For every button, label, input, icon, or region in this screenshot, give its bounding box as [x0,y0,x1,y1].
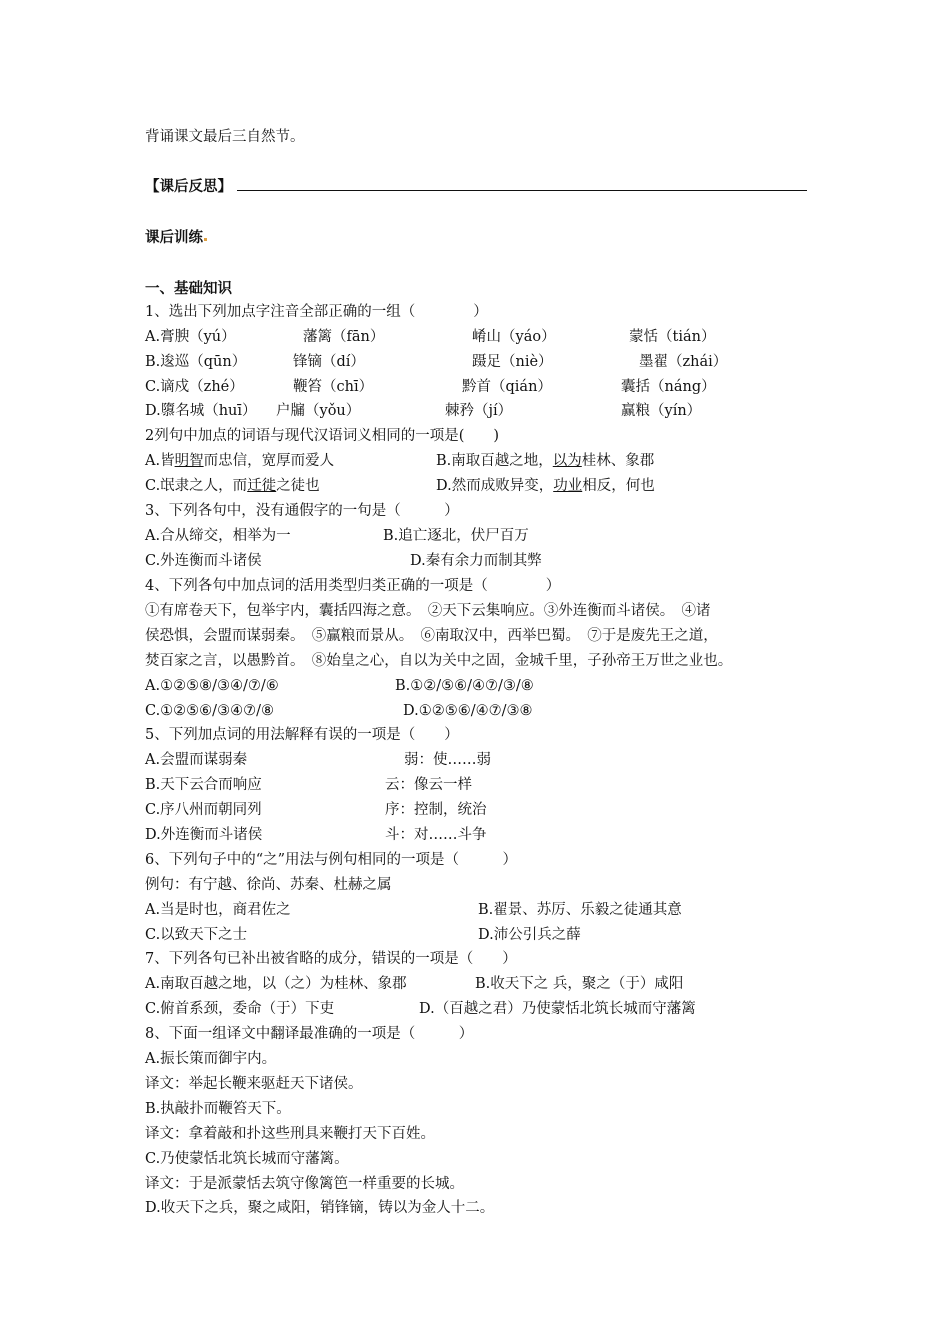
q5-b-sentence: B.天下云合而响应 [145,777,262,793]
q7-option-d: D.（百越之君）乃使蒙恬北筑长城而守藩篱 [419,1001,696,1017]
q1-row-b [145,352,825,372]
q1-d-4: 赢粮（yín） [621,403,702,419]
q4-option-a: A.①②⑤⑧/③④/⑦/⑥ [145,678,279,694]
dot-mark [204,238,207,241]
q5-row-c [145,800,825,820]
q2-row-cd [145,476,825,496]
q1-a-2: 藩篱（fān） [303,329,385,345]
q6-option-b: B.翟景、苏厉、乐毅之徒通其意 [478,902,682,918]
reflection-row [145,177,825,197]
q4-option-d: D.①②⑤⑥/④⑦/③⑧ [403,703,533,719]
q3-row-cd [145,551,825,571]
q5-c-explain: 序：控制，统治 [385,802,487,818]
q3-option-d: D.秦有余力而制其弊 [410,553,542,569]
q6-row-ab [145,900,825,920]
q5-d-sentence: D.外连衡而斗诸侯 [145,827,263,843]
q2-option-b: B.南取百越之地，以为桂林、象郡 [436,453,655,469]
q1-c-3: 黔首（qián） [462,379,552,395]
q6-option-a: A.当是时也，商君佐之 [145,902,291,918]
q5-d-explain: 斗：对……斗争 [385,827,487,843]
q7-row-cd [145,999,825,1019]
q4-sentences-line-1: ①有席卷天下，包举宇内，囊括四海之意。 ②天下云集响应。③外连衡而斗诸侯。 ④诸 [145,603,711,619]
q8-stem: 8、下面一组译文中翻译最准确的一项是（ ） [145,1026,474,1042]
q1-a-4: 蒙恬（tián） [629,329,716,345]
q1-row-d [145,401,825,421]
q5-c-sentence: C.序八州而朝同列 [145,802,262,818]
q7-stem: 7、下列各句已补出被省略的成分，错误的一项是（ ） [145,951,517,967]
q4-sentences-line-2: 侯恐惧，会盟而谋弱秦。 ⑤赢粮而景从。 ⑥南取汉中，西举巴蜀。 ⑦于是废先王之道， [145,628,718,644]
training-title: 课后训练 [145,228,207,248]
q4-option-b: B.①②/⑤⑥/④⑦/③/⑧ [395,678,534,694]
q7-option-b: B.收天下之 兵，聚之（于）咸阳 [475,976,684,992]
q1-b-3: 蹑足（niè） [472,354,553,370]
q1-row-c [145,377,825,397]
q1-row-a [145,327,825,347]
q2-option-a: A.皆明智而忠信，宽厚而爱人 [145,453,335,469]
q8-line: B.执敲扑而鞭笞天下。 [145,1101,291,1117]
q1-c-2: 鞭笞（chī） [293,379,374,395]
q3-row-ab [145,526,825,546]
q5-row-d [145,825,825,845]
q2-option-c: C.氓隶之人，而迁徙之徒也 [145,478,320,494]
q6-option-c: C.以致天下之士 [145,927,248,943]
q8-line: 译文：拿着敲和扑这些刑具来鞭打天下百姓。 [145,1126,435,1142]
q1-d-1: D.隳名城（huī） [145,403,257,419]
q5-row-a [145,750,825,770]
q8-line: C.乃使蒙恬北筑长城而守藩篱。 [145,1151,349,1167]
q3-option-c: C.外连衡而斗诸侯 [145,553,262,569]
q1-stem: 1、选出下列加点字注音全部正确的一组（ ） [145,304,488,320]
q1-a-3: 崤山（yáo） [472,329,556,345]
q3-option-b: B.追亡逐北，伏尸百万 [383,528,529,544]
q8-line: A.振长策而御宇内。 [145,1051,277,1067]
q5-b-explain: 云：像云一样 [385,777,472,793]
q1-c-1: C.谪戍（zhé） [145,379,244,395]
q2-option-d: D.然而成败异变，功业相反，何也 [436,478,655,494]
reflection-blank-line[interactable] [237,190,807,191]
q3-stem: 3、下列各句中，没有通假字的一句是（ ） [145,503,459,519]
recite-instruction: 背诵课文最后三自然节。 [145,129,305,145]
q1-b-1: B.逡巡（qūn） [145,354,247,370]
q8-line: D.收天下之兵，聚之咸阳，销锋镝，铸以为金人十二。 [145,1200,495,1216]
q4-row-cd [145,701,825,721]
q2-row-ab [145,451,825,471]
q1-c-4: 囊括（náng） [621,379,716,395]
q6-stem: 6、下列句子中的“之”用法与例句相同的一项是（ ） [145,852,518,868]
q7-row-ab [145,974,825,994]
q1-b-4: 墨翟（zhái） [639,354,728,370]
q5-row-b [145,775,825,795]
q4-row-ab [145,676,825,696]
q4-sentences-line-3: 焚百家之言，以愚黔首。 ⑧始皇之心，自以为关中之固，金城千里，子孙帝王万世之业也。 [145,653,733,669]
reflection-label: 【课后反思】 [145,179,232,195]
q1-d-2: 户牖（yǒu） [276,403,361,419]
q1-d-3: 棘矜（jí） [445,403,513,419]
q3-option-a: A.合从缔交，相举为一 [145,528,291,544]
q4-option-c: C.①②⑤⑥/③④⑦/⑧ [145,703,274,719]
section-title: 一、基础知识 [145,281,232,297]
q2-stem: 2列句中加点的词语与现代汉语词义相同的一项是( ) [145,428,500,444]
q5-a-sentence: A.会盟而谋弱秦 [145,752,248,768]
q1-a-1: A.膏腴（yú） [145,329,236,345]
q5-stem: 5、下列加点词的用法解释有误的一项是（ ） [145,727,459,743]
q8-line: 译文：于是派蒙恬去筑守像篱笆一样重要的长城。 [145,1176,464,1192]
q4-stem: 4、下列各句中加点词的活用类型归类正确的一项是（ ） [145,578,561,594]
q6-example: 例句：有宁越、徐尚、苏秦、杜赫之属 [145,877,392,893]
q8-line: 译文：举起长鞭来驱赶天下诸侯。 [145,1076,363,1092]
q6-row-cd [145,925,825,945]
q6-option-d: D.沛公引兵之薛 [478,927,581,943]
q7-option-c: C.俯首系颈，委命（于）下吏 [145,1001,335,1017]
q1-b-2: 锋镝（dí） [293,354,365,370]
q7-option-a: A.南取百越之地，以（之）为桂林、象郡 [145,976,407,992]
q5-a-explain: 弱：使……弱 [404,752,491,768]
